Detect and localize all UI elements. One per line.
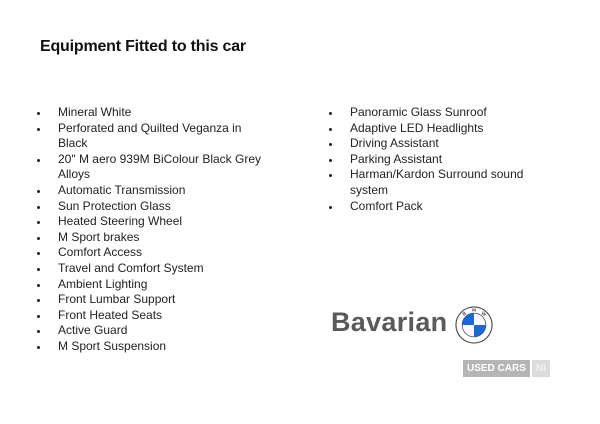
ni-label: NI [532, 360, 550, 377]
equipment-item [37, 230, 267, 246]
svg-text:W: W [479, 311, 487, 319]
equipment-item-label: Front Heated Seats [58, 307, 163, 322]
bullet-icon [37, 237, 40, 240]
bullet-icon [329, 159, 332, 162]
equipment-item-label: Comfort Access [58, 245, 143, 260]
bullet-icon [37, 299, 40, 302]
equipment-item [37, 199, 267, 215]
equipment-item-label: Sun Protection Glass [58, 198, 171, 213]
equipment-item-label: Automatic Transmission [58, 182, 186, 197]
bullet-icon [37, 330, 40, 333]
bullet-icon [37, 346, 40, 349]
svg-text:B: B [462, 311, 468, 318]
equipment-item-label: 20" M aero 939M BiColour Black Grey Alloys [58, 151, 262, 182]
equipment-item [329, 167, 529, 198]
bullet-icon [37, 159, 40, 162]
equipment-item-label: Perforated and Quilted Veganza in Black [58, 120, 242, 151]
bullet-icon [37, 252, 40, 255]
equipment-item-label: M Sport Suspension [58, 338, 167, 353]
equipment-item-label: Active Guard [58, 323, 128, 338]
equipment-list-right [329, 105, 529, 214]
bullet-icon [37, 268, 40, 271]
bullet-icon [37, 315, 40, 318]
equipment-item-label: Harman/Kardon Surround sound system [350, 167, 524, 197]
equipment-item [37, 105, 267, 121]
equipment-item [329, 199, 529, 215]
bullet-icon [329, 143, 332, 146]
equipment-item [329, 121, 529, 137]
equipment-item-label: Travel and Comfort System [58, 260, 204, 275]
equipment-item-label: M Sport brakes [58, 229, 140, 244]
equipment-item [37, 308, 267, 324]
equipment-item [329, 105, 529, 121]
equipment-item-label: Adaptive LED Headlights [350, 120, 484, 135]
equipment-item [329, 152, 529, 168]
equipment-list-left [37, 105, 267, 355]
page-title: Equipment Fitted to this car [40, 38, 246, 55]
equipment-item [37, 339, 267, 355]
equipment-item [329, 136, 529, 152]
used-cars-ni-badge [463, 360, 550, 377]
used-cars-label: USED CARS [463, 360, 530, 377]
equipment-item [37, 277, 267, 293]
equipment-item-label: Driving Assistant [350, 136, 439, 151]
equipment-item [37, 245, 267, 261]
bullet-icon [329, 128, 332, 131]
bullet-icon [37, 284, 40, 287]
svg-text:M: M [472, 308, 477, 314]
equipment-item-label: Mineral White [58, 105, 132, 119]
bullet-icon [37, 206, 40, 209]
dealer-logo-text: Bavarian [331, 307, 448, 337]
bullet-icon [37, 190, 40, 193]
bullet-icon [37, 221, 40, 224]
equipment-item [37, 152, 267, 183]
equipment-item [37, 214, 267, 230]
equipment-item-label: Parking Assistant [350, 151, 443, 166]
equipment-item [37, 261, 267, 277]
bmw-roundel-icon [455, 306, 493, 344]
equipment-item-label: Ambient Lighting [58, 276, 148, 291]
equipment-item-label: Comfort Pack [350, 198, 423, 213]
equipment-item [37, 183, 267, 199]
equipment-item [37, 121, 267, 152]
bullet-icon [329, 174, 332, 177]
equipment-item-label: Panoramic Glass Sunroof [350, 105, 487, 119]
bullet-icon [37, 128, 40, 131]
bullet-icon [329, 206, 332, 209]
bullet-icon [329, 112, 332, 115]
equipment-item [37, 323, 267, 339]
equipment-item [37, 292, 267, 308]
equipment-item-label: Front Lumbar Support [58, 292, 176, 307]
equipment-item-label: Heated Steering Wheel [58, 214, 183, 229]
bullet-icon [37, 112, 40, 115]
